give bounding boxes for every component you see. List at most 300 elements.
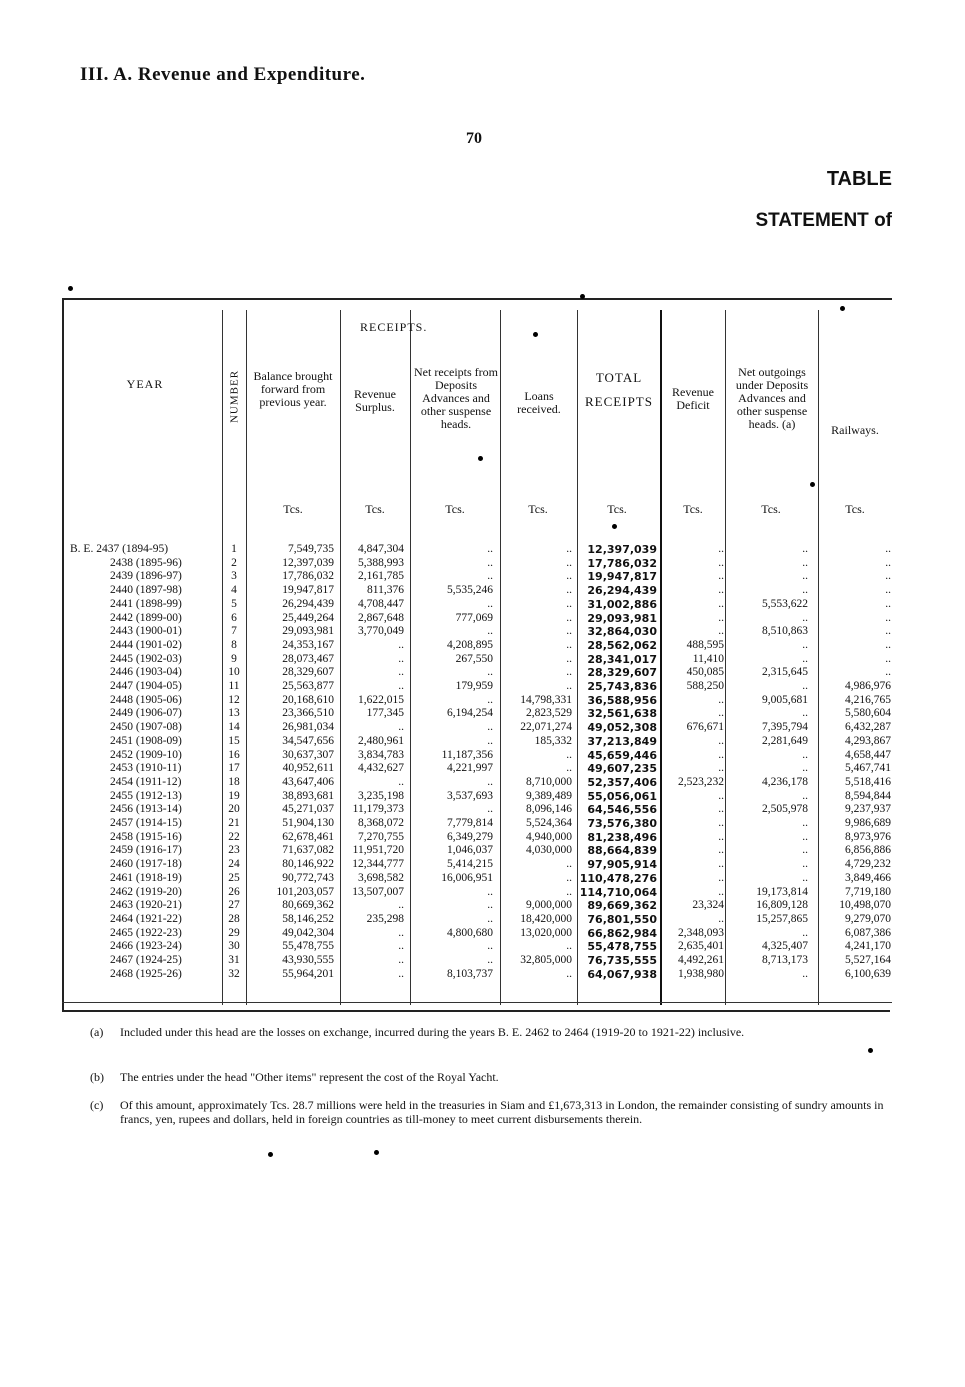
cell-surp: 12,344,777 xyxy=(352,858,404,871)
cell-out: 16,809,128 xyxy=(756,899,808,912)
cell-total: 97,905,914 xyxy=(587,858,657,872)
row-number: 26 xyxy=(228,885,240,898)
cell-total: 49,607,235 xyxy=(587,762,657,776)
row-year: 2438 (1895-96) xyxy=(110,556,182,569)
cell-net: 4,800,680 xyxy=(447,926,493,939)
cell-rail: .. xyxy=(885,625,891,638)
row-number: 12 xyxy=(228,693,240,706)
cell-total: 55,056,061 xyxy=(587,789,657,803)
cell-out: 7,395,794 xyxy=(762,721,808,734)
cell-bal: 55,964,201 xyxy=(282,967,334,980)
cell-total: 89,669,362 xyxy=(587,899,657,913)
footnote-a xyxy=(90,1025,895,1039)
cell-def: 588,250 xyxy=(686,680,724,692)
row-year: 2463 (1920-21) xyxy=(110,899,182,912)
cell-surp: 3,834,783 xyxy=(358,748,404,761)
row-number: 10 xyxy=(228,666,240,679)
cell-bal: 58,146,252 xyxy=(282,912,334,925)
header-net-outgoings: Net outgoings under Deposits Advances and other suspense heads. (a) xyxy=(735,365,809,431)
scan-speck xyxy=(612,524,617,529)
cell-bal: 7,549,735 xyxy=(288,543,334,555)
cell-loans: .. xyxy=(566,967,572,980)
cell-def: .. xyxy=(718,570,724,583)
row-year: 2465 (1922-23) xyxy=(110,926,182,939)
cell-net: .. xyxy=(487,556,493,569)
row-number: 18 xyxy=(228,775,240,788)
cell-rail: .. xyxy=(885,584,891,597)
cell-bal: 80,146,922 xyxy=(282,858,334,871)
row-number: 17 xyxy=(228,762,240,775)
cell-bal: 51,904,130 xyxy=(282,817,334,829)
unit-net: Tcs. xyxy=(445,502,465,516)
header-railways: Railways. xyxy=(831,423,879,437)
unit-total: Tcs. xyxy=(607,502,627,516)
cell-bal: 30,637,307 xyxy=(282,748,334,761)
row-year: 2440 (1897-98) xyxy=(110,584,182,597)
cell-net: .. xyxy=(487,693,493,706)
header-revenue-surplus: Revenue Surplus. xyxy=(354,387,396,414)
row-number: 16 xyxy=(228,748,240,761)
row-year: 2468 (1925-26) xyxy=(110,967,182,980)
cell-total: 32,561,638 xyxy=(587,707,657,721)
cell-loans: 185,332 xyxy=(534,734,572,747)
scan-speck xyxy=(268,1152,273,1157)
cell-net: .. xyxy=(487,570,493,583)
unit-surplus: Tcs. xyxy=(365,502,385,516)
row-number: 5 xyxy=(231,597,237,610)
cell-total: 55,478,755 xyxy=(587,940,657,954)
cell-bal: 28,073,467 xyxy=(282,652,334,665)
cell-bal: 17,786,032 xyxy=(282,570,334,583)
cell-def: 676,671 xyxy=(686,721,724,734)
cell-net: .. xyxy=(487,721,493,734)
cell-surp: .. xyxy=(398,954,404,966)
scan-speck xyxy=(810,482,815,487)
scan-speck xyxy=(533,332,538,337)
col-divider xyxy=(660,310,662,1005)
cell-def: .. xyxy=(718,803,724,816)
cell-def: 488,595 xyxy=(686,638,724,651)
cell-net: 6,194,254 xyxy=(447,707,493,720)
cell-surp: .. xyxy=(398,652,404,665)
cell-rail: .. xyxy=(885,652,891,665)
cell-bal: 80,669,362 xyxy=(282,899,334,912)
cell-loans: 9,389,489 xyxy=(526,789,572,802)
cell-out: .. xyxy=(802,570,808,583)
header-total: TOTAL RECEIPTS xyxy=(585,370,653,409)
cell-net: 4,221,997 xyxy=(447,762,493,775)
scan-speck xyxy=(868,1048,873,1053)
cell-surp: .. xyxy=(398,926,404,939)
row-year: 2448 (1905-06) xyxy=(110,693,182,706)
table-label: TABLE xyxy=(826,168,892,190)
cell-loans: 8,096,146 xyxy=(526,803,572,816)
cell-total: 64,067,938 xyxy=(587,967,657,981)
cell-out: .. xyxy=(802,762,808,775)
cell-loans: 14,798,331 xyxy=(520,693,572,706)
cell-net: 6,349,279 xyxy=(447,830,493,843)
cell-def: 2,635,401 xyxy=(678,940,724,953)
footnote-label: (b) xyxy=(90,1070,104,1084)
cell-loans: .. xyxy=(566,940,572,953)
cell-def: 23,324 xyxy=(692,899,724,912)
row-number: 15 xyxy=(228,734,240,747)
cell-out: 15,257,865 xyxy=(756,912,808,925)
cell-surp: .. xyxy=(398,967,404,980)
cell-def: .. xyxy=(718,885,724,898)
cell-out: .. xyxy=(802,556,808,569)
cell-out: .. xyxy=(802,789,808,802)
cell-total: 31,002,886 xyxy=(587,597,657,611)
cell-net: .. xyxy=(487,734,493,747)
cell-out: 2,315,645 xyxy=(762,666,808,679)
cell-def: 11,410 xyxy=(692,652,724,665)
cell-total: 88,664,839 xyxy=(587,844,657,858)
cell-out: .. xyxy=(802,830,808,843)
cell-net: .. xyxy=(487,666,493,679)
cell-surp: 4,432,627 xyxy=(358,762,404,775)
cell-def: .. xyxy=(718,789,724,802)
cell-total: 28,329,607 xyxy=(587,666,657,680)
cell-total: 66,862,984 xyxy=(587,926,657,940)
cell-surp: 1,622,015 xyxy=(358,693,404,706)
cell-surp: 5,388,993 xyxy=(358,556,404,569)
cell-total: 45,659,446 xyxy=(587,748,657,762)
cell-loans: .. xyxy=(566,858,572,871)
cell-def: .. xyxy=(718,625,724,638)
cell-out: .. xyxy=(802,652,808,665)
cell-net: .. xyxy=(487,543,493,555)
cell-out: .. xyxy=(802,707,808,720)
row-number: 13 xyxy=(228,707,240,720)
cell-total: 49,052,308 xyxy=(587,721,657,735)
row-number: 3 xyxy=(231,570,237,583)
cell-bal: 71,637,082 xyxy=(282,844,334,857)
footnote-label: (c) xyxy=(90,1098,104,1112)
cell-surp: 4,847,304 xyxy=(358,543,404,555)
row-number: 19 xyxy=(228,789,240,802)
cell-out: .. xyxy=(802,543,808,555)
cell-bal: 19,947,817 xyxy=(282,584,334,597)
row-number: 22 xyxy=(228,830,240,843)
cell-def: .. xyxy=(718,693,724,706)
cell-surp: 13,507,007 xyxy=(352,885,404,898)
row-year: 2457 (1914-15) xyxy=(110,817,182,829)
row-number: 28 xyxy=(228,912,240,925)
row-year: 2452 (1909-10) xyxy=(110,748,182,761)
row-number: 9 xyxy=(231,652,237,665)
footnote-c xyxy=(90,1098,895,1126)
cell-net: .. xyxy=(487,775,493,788)
cell-loans: 4,940,000 xyxy=(526,830,572,843)
cell-rail: 7,719,180 xyxy=(845,885,891,898)
cell-surp: 11,179,373 xyxy=(352,803,404,816)
cell-loans: 13,020,000 xyxy=(520,926,572,939)
scan-speck xyxy=(374,1150,379,1155)
row-number: 4 xyxy=(231,584,237,597)
cell-rail: 8,594,844 xyxy=(845,789,891,802)
cell-bal: 90,772,743 xyxy=(282,871,334,884)
cell-rail: 8,973,976 xyxy=(845,830,891,843)
cell-out: .. xyxy=(802,967,808,980)
row-year: 2462 (1919-20) xyxy=(110,885,182,898)
cell-total: 37,213,849 xyxy=(587,734,657,748)
cell-net: .. xyxy=(487,899,493,912)
header-balance: Balance brought forward from previous year. xyxy=(253,369,333,409)
header-net-receipts: Net receipts from Deposits Advances and other suspense heads. xyxy=(414,365,498,431)
header-year: YEAR xyxy=(126,377,164,391)
cell-surp: .. xyxy=(398,638,404,651)
cell-bal: 38,893,681 xyxy=(282,789,334,802)
bottom-rule xyxy=(62,1002,892,1003)
cell-surp: .. xyxy=(398,666,404,679)
cell-def: 450,085 xyxy=(686,666,724,679)
cell-net: .. xyxy=(487,912,493,925)
row-number: 24 xyxy=(228,858,240,871)
cell-def: .. xyxy=(718,611,724,624)
cell-surp: 811,376 xyxy=(367,584,404,597)
cell-bal: 34,547,656 xyxy=(282,734,334,747)
cell-bal: 45,271,037 xyxy=(282,803,334,816)
row-year: 2442 (1899-00) xyxy=(110,611,182,624)
cell-surp: 3,698,582 xyxy=(358,871,404,884)
cell-rail: 10,498,070 xyxy=(839,899,891,912)
col-divider xyxy=(222,310,223,1005)
scan-speck xyxy=(840,306,845,311)
row-year: 2449 (1906-07) xyxy=(110,707,182,720)
cell-def: .. xyxy=(718,748,724,761)
row-year: 2451 (1908-09) xyxy=(110,734,182,747)
header-revenue-deficit: Revenue Deficit xyxy=(672,385,714,412)
cell-bal: 101,203,057 xyxy=(276,885,334,898)
row-year: 2443 (1900-01) xyxy=(110,625,182,638)
cell-def: .. xyxy=(718,734,724,747)
cell-def: .. xyxy=(718,584,724,597)
cell-out: 8,713,173 xyxy=(762,954,808,966)
cell-total: 32,864,030 xyxy=(587,625,657,639)
cell-total: 17,786,032 xyxy=(587,556,657,570)
row-year: 2458 (1915-16) xyxy=(110,830,182,843)
row-year: 2461 (1918-19) xyxy=(110,871,182,884)
scan-speck xyxy=(580,294,585,299)
row-year: 2450 (1907-08) xyxy=(110,721,182,734)
cell-out: .. xyxy=(802,748,808,761)
cell-surp: .. xyxy=(398,899,404,912)
cell-net: 777,069 xyxy=(455,611,493,624)
cell-total: 110,478,276 xyxy=(579,871,657,885)
cell-def: 2,523,232 xyxy=(678,775,724,788)
cell-loans: .. xyxy=(566,652,572,665)
cell-bal: 55,478,755 xyxy=(282,940,334,953)
cell-def: .. xyxy=(718,556,724,569)
unit-deficit: Tcs. xyxy=(683,502,703,516)
row-year: 2439 (1896-97) xyxy=(110,570,182,583)
cell-rail: 5,518,416 xyxy=(845,775,891,788)
cell-total: 19,947,817 xyxy=(587,570,657,584)
cell-rail: .. xyxy=(885,666,891,679)
cell-def: .. xyxy=(718,858,724,871)
cell-surp: 3,770,049 xyxy=(358,625,404,638)
cell-surp: 4,708,447 xyxy=(358,597,404,610)
cell-def: .. xyxy=(718,597,724,610)
col-divider xyxy=(725,310,726,1005)
cell-loans: .. xyxy=(566,885,572,898)
cell-surp: 8,368,072 xyxy=(358,817,404,829)
row-year: 2460 (1917-18) xyxy=(110,858,182,871)
cell-out: 8,510,863 xyxy=(762,625,808,638)
cell-net: .. xyxy=(487,597,493,610)
cell-net: 8,103,737 xyxy=(447,967,493,980)
cell-loans: .. xyxy=(566,597,572,610)
cell-total: 114,710,064 xyxy=(579,885,657,899)
cell-bal: 25,563,877 xyxy=(282,680,334,692)
cell-loans: .. xyxy=(566,611,572,624)
cell-total: 76,735,555 xyxy=(587,954,657,967)
col-divider xyxy=(340,310,341,1005)
cell-net: 179,959 xyxy=(455,680,493,692)
row-year: 2446 (1903-04) xyxy=(110,666,182,679)
cell-out: 2,281,649 xyxy=(762,734,808,747)
unit-railways: Tcs. xyxy=(845,502,865,516)
cell-def: 2,348,093 xyxy=(678,926,724,939)
row-year: 2466 (1923-24) xyxy=(110,940,182,953)
cell-bal: 43,647,406 xyxy=(282,775,334,788)
cell-loans: .. xyxy=(566,680,572,692)
cell-rail: 4,293,867 xyxy=(845,734,891,747)
row-number: 23 xyxy=(228,844,240,857)
cell-total: 73,576,380 xyxy=(587,817,657,830)
cell-rail: .. xyxy=(885,570,891,583)
row-number: 2 xyxy=(231,556,237,569)
cell-rail: 3,849,466 xyxy=(845,871,891,884)
cell-surp: .. xyxy=(398,775,404,788)
col-divider xyxy=(577,310,578,1005)
cell-rail: 4,216,765 xyxy=(845,693,891,706)
cell-out: .. xyxy=(802,844,808,857)
cell-bal: 26,981,034 xyxy=(282,721,334,734)
cell-bal: 26,294,439 xyxy=(282,597,334,610)
cell-out: 19,173,814 xyxy=(756,885,808,898)
cell-net: .. xyxy=(487,885,493,898)
receipts-group-heading: RECEIPTS. xyxy=(360,320,428,334)
cell-total: 64,546,556 xyxy=(587,803,657,817)
cell-loans: .. xyxy=(566,871,572,884)
footnote-text: Included under this head are the losses on exchange, incurred during the years B. E. 2462 to 2464 (1919-20 to 1921-22) inclusive. xyxy=(120,1025,745,1039)
cell-out: 4,325,407 xyxy=(762,940,808,953)
cell-bal: 24,353,167 xyxy=(282,638,334,651)
cell-total: 29,093,981 xyxy=(587,611,657,625)
row-year: 2444 (1901-02) xyxy=(110,638,182,651)
row-number: 1 xyxy=(231,543,237,555)
cell-loans: 5,524,364 xyxy=(526,817,572,829)
cell-loans: .. xyxy=(566,666,572,679)
header-number: NUMBER xyxy=(228,369,241,424)
cell-rail: 4,986,976 xyxy=(845,680,891,692)
cell-net: 5,414,215 xyxy=(447,858,493,871)
cell-rail: .. xyxy=(885,543,891,555)
row-year: 2441 (1898-99) xyxy=(110,597,182,610)
cell-loans: .. xyxy=(566,748,572,761)
cell-out: 2,505,978 xyxy=(762,803,808,816)
cell-out: .. xyxy=(802,871,808,884)
cell-rail: 6,100,639 xyxy=(845,967,891,980)
cell-rail: .. xyxy=(885,638,891,651)
cell-loans: 9,000,000 xyxy=(526,899,572,912)
cell-bal: 25,449,264 xyxy=(282,611,334,624)
cell-def: .. xyxy=(718,830,724,843)
unit-loans: Tcs. xyxy=(528,502,548,516)
row-number: 20 xyxy=(228,803,240,816)
cell-out: .. xyxy=(802,611,808,624)
cell-out: .. xyxy=(802,680,808,692)
cell-total: 52,357,406 xyxy=(587,775,657,789)
cell-def: .. xyxy=(718,871,724,884)
cell-loans: 32,805,000 xyxy=(520,954,572,966)
row-year: 2464 (1921-22) xyxy=(110,912,182,925)
cell-loans: 8,710,000 xyxy=(526,775,572,788)
footnote-label: (a) xyxy=(90,1025,104,1039)
cell-total: 26,294,439 xyxy=(587,584,657,598)
cell-def: .. xyxy=(718,912,724,925)
cell-bal: 49,042,304 xyxy=(282,926,334,939)
cell-def: .. xyxy=(718,707,724,720)
cell-out: 4,236,178 xyxy=(762,775,808,788)
row-year: 2454 (1911-12) xyxy=(110,775,182,788)
unit-balance: Tcs. xyxy=(283,502,303,516)
cell-total: 76,801,550 xyxy=(587,912,657,926)
cell-loans: 22,071,274 xyxy=(520,721,572,734)
cell-total: 28,341,017 xyxy=(587,652,657,666)
col-divider xyxy=(410,310,411,1005)
cell-total: 81,238,496 xyxy=(587,830,657,844)
cell-net: 5,535,246 xyxy=(447,584,493,597)
cell-bal: 23,366,510 xyxy=(282,707,334,720)
cell-def: 1,938,980 xyxy=(678,967,724,980)
cell-surp: 7,270,755 xyxy=(358,830,404,843)
row-number: 8 xyxy=(231,638,237,651)
cell-surp: 2,867,648 xyxy=(358,611,404,624)
cell-net: .. xyxy=(487,803,493,816)
unit-outgoings: Tcs. xyxy=(761,502,781,516)
cell-rail: 5,580,604 xyxy=(845,707,891,720)
cell-net: .. xyxy=(487,625,493,638)
cell-rail: 6,087,386 xyxy=(845,926,891,939)
cell-bal: 43,930,555 xyxy=(282,954,334,966)
cell-total: 36,588,956 xyxy=(587,693,657,707)
cell-rail: 6,432,287 xyxy=(845,721,891,734)
cell-surp: .. xyxy=(398,680,404,692)
cell-net: 11,187,356 xyxy=(441,748,493,761)
cell-out: 9,005,681 xyxy=(762,693,808,706)
row-year: 2456 (1913-14) xyxy=(110,803,182,816)
cell-def: .. xyxy=(718,844,724,857)
statement-label: STATEMENT of xyxy=(755,210,892,231)
scan-speck xyxy=(478,456,483,461)
cell-net: 4,208,895 xyxy=(447,638,493,651)
row-number: 6 xyxy=(231,611,237,624)
row-number: 27 xyxy=(228,899,240,912)
col-divider xyxy=(246,310,247,1005)
col-divider xyxy=(500,310,501,1005)
cell-bal: 12,397,039 xyxy=(282,556,334,569)
cell-rail: .. xyxy=(885,597,891,610)
row-number: 30 xyxy=(228,940,240,953)
cell-surp: .. xyxy=(398,721,404,734)
cell-bal: 62,678,461 xyxy=(282,830,334,843)
cell-bal: 28,329,607 xyxy=(282,666,334,679)
cell-surp: 2,480,961 xyxy=(358,734,404,747)
cell-def: .. xyxy=(718,543,724,555)
